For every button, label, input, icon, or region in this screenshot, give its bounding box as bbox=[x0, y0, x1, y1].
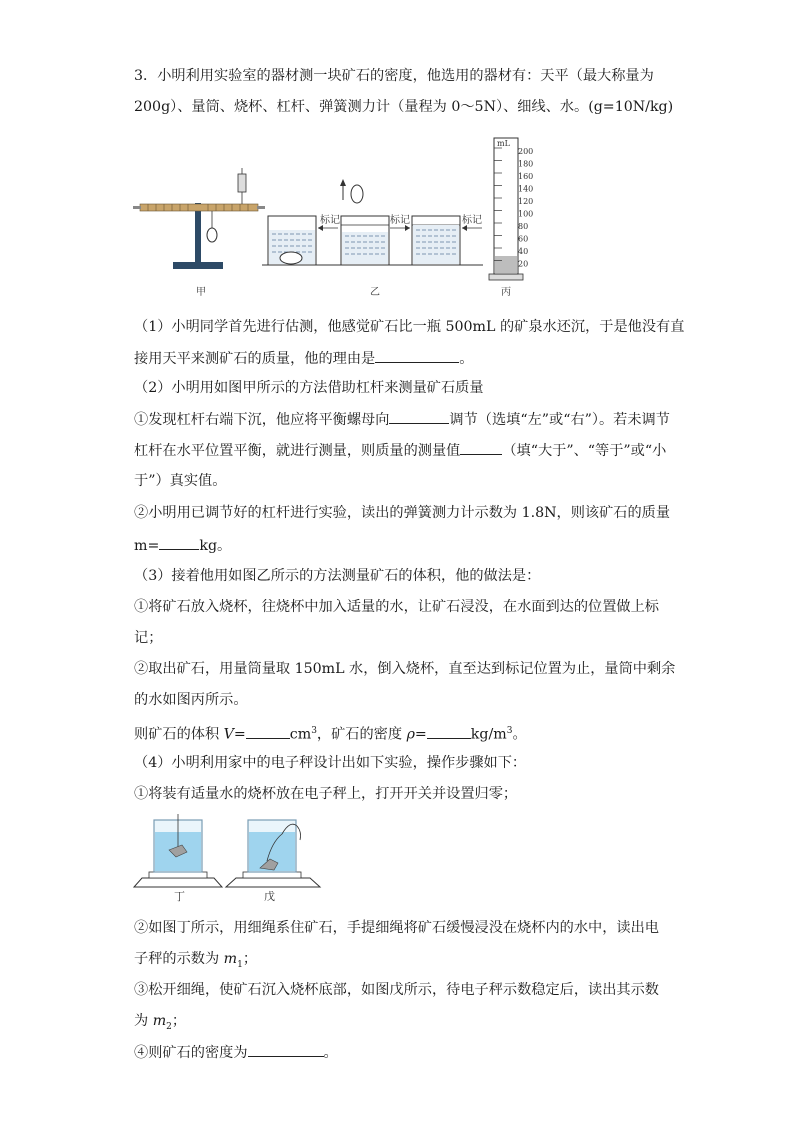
cylinder-tick: 200 bbox=[518, 147, 534, 156]
caption-wu: 戊 bbox=[264, 890, 275, 903]
part4-step1: ①将装有适量水的烧杯放在电子秤上，打开开关并设置归零； bbox=[134, 786, 518, 802]
part4-text: ④则矿石的密度为 bbox=[134, 1045, 248, 1061]
answer-blank[interactable] bbox=[375, 348, 459, 363]
part2-text: m= bbox=[134, 538, 160, 554]
answer-blank[interactable] bbox=[248, 1042, 324, 1057]
part4-step2-line2 bbox=[134, 949, 257, 975]
beaker-sequence-icon bbox=[262, 179, 483, 265]
part2-text: 杠杆在水平位置平衡，就进行测量，则质量的测量值 bbox=[134, 443, 461, 459]
part3-step1-line1: ①将矿石放入烧杯，往烧杯中加入适量的水，让矿石浸没，在水面到达的位置做上标 bbox=[134, 599, 659, 615]
part3-text: 则矿石的体积 bbox=[134, 726, 224, 743]
part2-step2-line2 bbox=[134, 535, 231, 556]
part3-step2-line2: 的水如图丙所示。 bbox=[134, 692, 248, 708]
question-line-2: 200g）、量筒、烧杯、杠杆、弹簧测力计（量程为 0～5N）、细线、水。(g=10N/kg) bbox=[134, 99, 674, 115]
mark-label-2: 标记 bbox=[390, 215, 410, 226]
caption-ding: 丁 bbox=[174, 890, 185, 903]
mark-label-1: 标记 bbox=[320, 215, 340, 226]
part3-text: 。 bbox=[512, 726, 527, 743]
density-symbol: ρ bbox=[406, 726, 415, 743]
part2-step1-line2 bbox=[134, 440, 666, 461]
part2-text: （填“大于”、“等于”或“小 bbox=[502, 443, 667, 459]
cylinder-tick: 20 bbox=[518, 259, 529, 269]
answer-blank[interactable] bbox=[159, 535, 199, 550]
part2-text: 调节（选填“左”或“右”）。若未调节 bbox=[449, 412, 670, 428]
part4-text: ； bbox=[242, 951, 258, 967]
cylinder-tick: 120 bbox=[518, 197, 534, 206]
part3-text: cm bbox=[289, 726, 312, 743]
mark-label-3: 标记 bbox=[462, 215, 482, 226]
part1-line-1: （1）小明同学首先进行估测，他感觉矿石比一瓶 500mL 的矿泉水还沉，于是他没有直 bbox=[134, 319, 685, 335]
cylinder-tick: 160 bbox=[518, 172, 534, 181]
cylinder-tick: 80 bbox=[518, 222, 529, 231]
question-line-1: 3．小明利用实验室的器材测一块矿石的密度，他选用的器材有：天平（最大称量为 bbox=[134, 68, 654, 84]
cylinder-unit: mL bbox=[497, 139, 510, 148]
part3-result-line bbox=[134, 721, 527, 745]
m2-subscript: 2 bbox=[166, 1021, 172, 1032]
part3-step1-line2: 记； bbox=[134, 630, 163, 646]
answer-blank[interactable] bbox=[460, 440, 502, 455]
part2-text: ①发现杠杆右端下沉，他应将平衡螺母向 bbox=[134, 412, 390, 428]
answer-blank[interactable] bbox=[427, 724, 471, 739]
caption-jia: 甲 bbox=[196, 287, 206, 298]
volume-symbol: V bbox=[223, 726, 234, 743]
part3-sup: 3 bbox=[311, 726, 317, 736]
m2-symbol: m bbox=[152, 1013, 167, 1029]
answer-blank[interactable] bbox=[389, 409, 449, 424]
m1-symbol: m bbox=[223, 951, 238, 967]
part1-line-2 bbox=[134, 348, 473, 369]
part4-header: （4）小明利用家中的电子秤设计出如下实验，操作步骤如下： bbox=[134, 755, 527, 771]
part4-text: ； bbox=[171, 1013, 187, 1029]
caption-yi: 乙 bbox=[370, 287, 380, 298]
part1-text: 接用天平来测矿石的质量，他的理由是 bbox=[134, 351, 376, 367]
part3-header: （3）接着他用如图乙所示的方法测量矿石的体积，他的做法是： bbox=[134, 568, 541, 584]
cylinder-tick: 180 bbox=[518, 159, 534, 169]
electronic-scale-beaker-wu-icon bbox=[226, 820, 320, 887]
lever-apparatus-icon bbox=[133, 168, 265, 269]
cylinder-tick: 40 bbox=[518, 247, 529, 256]
part2-header: （2）小明用如图甲所示的方法借助杠杆来测量矿石质量 bbox=[134, 380, 484, 396]
answer-blank[interactable] bbox=[246, 724, 290, 739]
part3-text: = bbox=[233, 726, 246, 743]
caption-bing: 丙 bbox=[501, 287, 511, 298]
part3-text: kg/m bbox=[470, 726, 507, 743]
part2-step1-line1 bbox=[134, 409, 670, 430]
cylinder-tick: 100 bbox=[518, 209, 534, 219]
part4-text: 。 bbox=[323, 1045, 338, 1061]
part1-text-end: 。 bbox=[459, 351, 474, 367]
part4-step4 bbox=[134, 1042, 338, 1063]
part3-step2-line1: ②取出矿石，用量筒量取 150mL 水，倒入烧杯，直至达到标记位置为止，量筒中剩余 bbox=[134, 661, 676, 677]
part4-text: 为 bbox=[134, 1013, 153, 1029]
part3-text: ，矿石的密度 bbox=[316, 726, 407, 743]
scale-figure-ding-wu bbox=[132, 814, 332, 906]
m1-subscript: 1 bbox=[237, 959, 243, 970]
electronic-scale-beaker-ding-icon bbox=[134, 814, 222, 887]
part2-text: kg。 bbox=[199, 538, 232, 554]
part3-sup: 3 bbox=[506, 726, 513, 736]
part2-step1-line3: 于”）真实值。 bbox=[134, 473, 227, 489]
cylinder-tick: 60 bbox=[518, 234, 529, 244]
experiment-figure-jia-yi-bing bbox=[128, 130, 534, 305]
part3-text: = bbox=[414, 726, 427, 743]
part4-step2-line1: ②如图丁所示，用细绳系住矿石，手提细绳将矿石缓慢浸没在烧杯内的水中，读出电 bbox=[134, 920, 659, 936]
cylinder-tick: 140 bbox=[518, 184, 534, 194]
part4-text: 子秤的示数为 bbox=[134, 951, 224, 967]
part4-step3-line1: ③松开细绳，使矿石沉入烧杯底部，如图戊所示，待电子秤示数稳定后，读出其示数 bbox=[134, 982, 659, 998]
part4-step3-line2 bbox=[134, 1011, 186, 1037]
part2-step2-line1: ②小明用已调节好的杠杆进行实验，读出的弹簧测力计示数为 1.8N，则该矿石的质量 bbox=[134, 505, 671, 521]
